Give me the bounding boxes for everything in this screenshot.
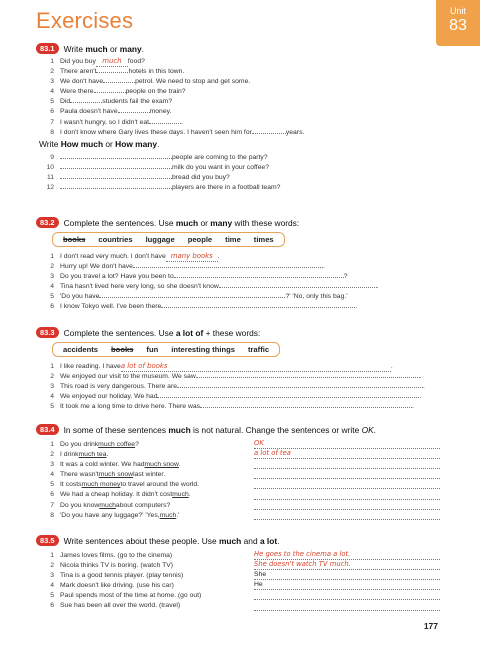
exercise-item: 4 There wasn't much snow last winter. (50, 471, 166, 479)
exercise-instruction: Write much or many. (63, 43, 144, 54)
answer-blank[interactable] (161, 301, 355, 308)
answer-line[interactable] (254, 500, 440, 510)
exercise-item: 4 Mark doesn't like driving. (use his car) (50, 582, 174, 590)
word-box-item: books (63, 235, 86, 244)
exercise-item: 11 bread did you buy? (46, 173, 230, 181)
exercise-badge: 83.4 (36, 424, 59, 435)
answer-blank[interactable] (60, 152, 172, 159)
exercise-sub-instruction: Write How much or How many. (39, 138, 160, 149)
exercise-83-2 (36, 216, 440, 312)
answer-line[interactable]: He goes to the cinema a lot. (254, 550, 440, 560)
word-box-item: interesting things (171, 345, 235, 354)
exercise-item: 5 Did students fail the exam? (50, 98, 173, 106)
exercise-item: 5 It costs much money to travel around the world. (50, 481, 200, 489)
exercise-instruction: In some of these sentences much is not natural. Change the sentences or write OK. (63, 424, 376, 435)
exercise-item: 2 There aren't hotels in this town. (50, 68, 185, 76)
unit-number: 83 (449, 17, 467, 34)
answer-blank[interactable] (60, 182, 172, 189)
exercise-item: 4 Were there people on the train? (50, 88, 186, 96)
answer-blank[interactable] (174, 271, 344, 278)
answer-blank[interactable] (60, 162, 172, 169)
answer-blank[interactable] (94, 86, 126, 93)
exercise-item: 1 Do you drink much coffee ? (50, 441, 139, 448)
word-box-item: luggage (145, 235, 175, 244)
exercise-item: 10 milk do you want in your coffee? (46, 163, 269, 171)
exercise-item: 3 Do you travel a lot? Have you been to ? (50, 273, 348, 281)
exercise-item: 8 I don't know where Gary lives these days. I haven't seen him for years. (50, 128, 305, 136)
unit-tab (436, 0, 480, 46)
answer-line[interactable] (254, 600, 440, 610)
exercise-item: 3 This road is very dangerous. There are . (50, 383, 425, 391)
exercise-item: 5 It took me a long time to drive here. There was . (50, 403, 414, 411)
word-box-item: books (111, 345, 134, 354)
answer-blank[interactable] (149, 117, 181, 124)
word-box-item: times (253, 235, 274, 244)
answer-line[interactable]: He (254, 580, 440, 590)
word-box-item: traffic (247, 345, 270, 354)
answer-blank[interactable] (177, 381, 423, 388)
word-box-item: people (187, 235, 213, 244)
exercise-instruction: Complete the sentences. Use a lot of + these words: (63, 327, 261, 338)
exercise-83-5 (36, 534, 440, 612)
answer-blank[interactable] (118, 106, 150, 113)
exercise-item: 7 Do you know much about computers? (50, 501, 171, 509)
exercise-83-1 (36, 42, 440, 192)
exercise-item: 5 Paul spends most of the time at home. (go out) (50, 592, 202, 600)
exercise-item: 4 We enjoyed our holiday. We had . (50, 393, 422, 401)
answer-blank[interactable] (200, 401, 412, 408)
exercise-item: 3 Tina is a good tennis player. (play tennis) (50, 572, 184, 580)
answer-line[interactable] (254, 459, 440, 469)
exercise-item: 7 I wasn't hungry, so I didn't eat . (50, 118, 183, 126)
word-box-item: time (225, 235, 241, 244)
exercise-item: 1 I don't read very much. I don't have many books . (40, 251, 440, 261)
exercise-item: 8 'Do you have any luggage?' 'Yes, much .' (50, 511, 180, 519)
exercise-item: 12 players are there in a football team? (46, 184, 281, 192)
answer-line[interactable] (254, 489, 440, 499)
answer-blank[interactable] (219, 281, 377, 288)
answer-blank[interactable] (96, 66, 128, 73)
page-number: 177 (423, 621, 438, 631)
answer-line[interactable] (254, 590, 440, 600)
exercise-instruction: Complete the sentences. Use much or many with these words: (63, 217, 300, 228)
answer-blank[interactable] (196, 371, 420, 378)
answer-line[interactable]: OK (254, 439, 440, 449)
answer-blank[interactable] (70, 96, 102, 103)
word-box-item: accidents (63, 345, 99, 354)
exercise-83-3 (36, 326, 440, 411)
answer-line[interactable] (254, 479, 440, 489)
exercise-item: 3 It was a cold winter. We had much snow . (50, 461, 181, 469)
exercise-item: 2 Hurry up! We don't have . (50, 263, 325, 271)
exercise-item: 4 Tina hasn't lived here very long, so she doesn't know . (50, 283, 379, 291)
exercise-item: 2 I drink much tea . (50, 451, 109, 459)
exercise-item: 1 James loves films. (go to the cinema) (50, 552, 173, 559)
exercise-item: 1 I like reading. I have a lot of books . (40, 361, 440, 371)
page-title: Exercises (36, 8, 134, 33)
exercise-header (36, 42, 440, 55)
exercise-badge: 83.1 (36, 43, 59, 54)
exercise-header (36, 534, 440, 547)
word-box (52, 342, 280, 357)
answer-blank[interactable] (133, 261, 323, 268)
exercise-item: 2 We enjoyed our visit to the museum. We saw . (50, 373, 422, 381)
answer-text: a lot of books (121, 361, 391, 372)
answer-text: many books (166, 251, 218, 262)
exercise-83-4 (36, 423, 440, 521)
unit-label: Unit (449, 6, 466, 16)
word-box-item: fun (146, 345, 159, 354)
answer-line[interactable] (254, 510, 440, 520)
exercise-header (36, 326, 440, 339)
answer-blank[interactable] (157, 391, 419, 398)
exercise-item: 6 I know Tokyo well. I've been there . (50, 303, 358, 311)
exercise-badge: 83.5 (36, 535, 59, 546)
word-box-item: countries (98, 235, 133, 244)
exercise-item: 3 We don't have petrol. We need to stop and get some. (50, 78, 251, 86)
exercise-badge: 83.3 (36, 327, 59, 338)
word-box (52, 232, 285, 247)
answer-line[interactable] (254, 469, 440, 479)
exercise-badge: 83.2 (36, 217, 59, 228)
answer-line[interactable]: She doesn't watch TV much. (254, 560, 440, 570)
exercise-item: 2 Nicola thinks TV is boring. (watch TV) (50, 562, 174, 570)
exercise-item: 6 We had a cheap holiday. It didn't cost much . (50, 491, 191, 499)
exercise-item: 9 people are coming to the party? (50, 153, 268, 161)
exercise-header (36, 423, 440, 436)
answer-blank[interactable] (99, 291, 285, 298)
answer-text: much (96, 56, 128, 67)
answer-line[interactable]: She (254, 570, 440, 580)
exercise-item: 1 Did you buy much food? (40, 56, 440, 66)
exercise-header (36, 216, 440, 229)
exercise-item: 5 'Do you have ?' 'No, only this bag.' (50, 293, 348, 301)
answer-blank[interactable] (103, 76, 135, 83)
answer-line[interactable]: a lot of tea (254, 449, 440, 459)
exercise-item: 6 Paula doesn't have money. (50, 108, 172, 116)
answer-blank[interactable] (60, 172, 172, 179)
exercise-item: 6 Sue has been all over the world. (travel) (50, 602, 181, 610)
exercise-instruction: Write sentences about these people. Use much and a lot. (63, 535, 280, 546)
answer-blank[interactable] (252, 127, 286, 134)
